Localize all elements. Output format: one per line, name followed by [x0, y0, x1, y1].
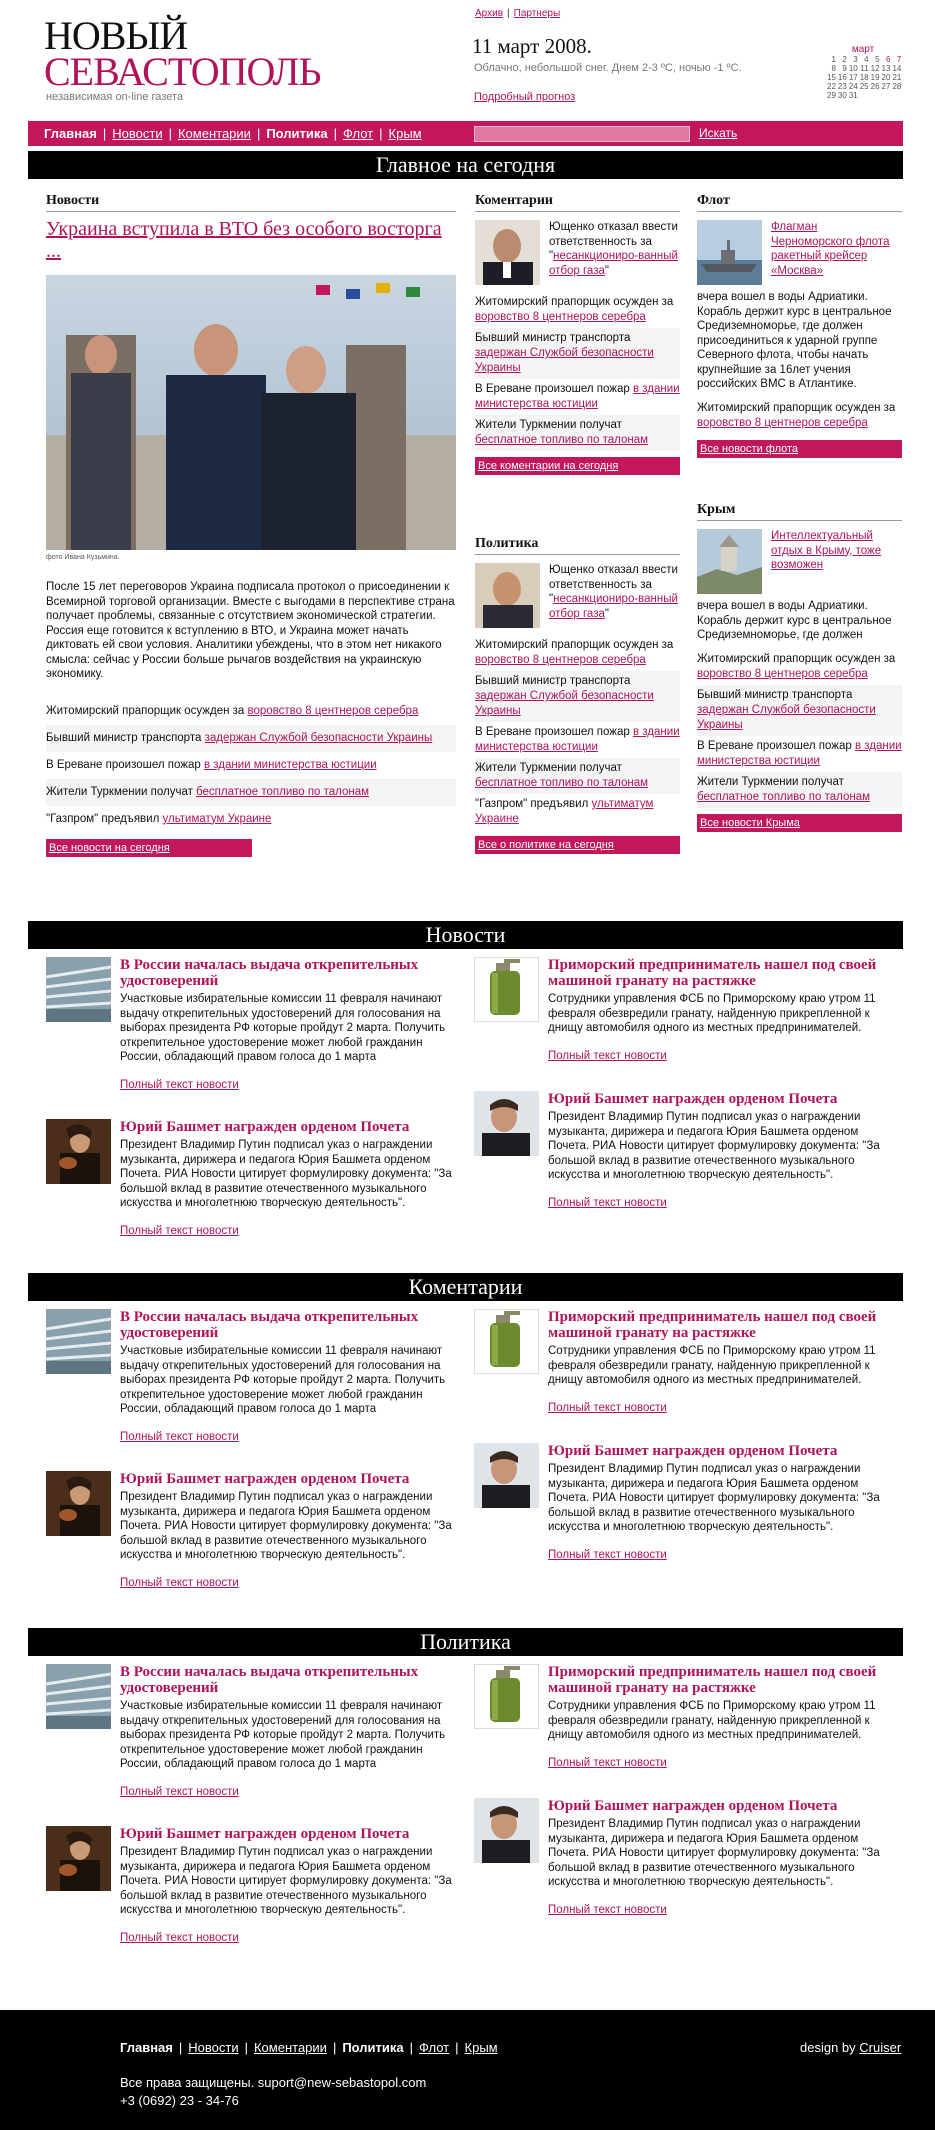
- violinist-thumbnail[interactable]: [46, 1119, 111, 1184]
- castle-photo[interactable]: [697, 529, 762, 594]
- footer-nav-separator: |: [178, 2040, 183, 2055]
- partners-link[interactable]: Партнеры: [513, 8, 561, 19]
- man-thumbnail[interactable]: [474, 1091, 539, 1156]
- calendar-row: [826, 55, 902, 64]
- copyright: [120, 2074, 426, 2110]
- full-text-link[interactable]: Полный текст новости: [120, 1430, 239, 1443]
- full-text-link[interactable]: Полный текст новости: [120, 1785, 239, 1798]
- search-button[interactable]: Искать: [699, 126, 738, 140]
- politics-line-text: "Газпром" предъявил: [475, 798, 592, 810]
- news-line-text: Житомирский прапорщик осужден за: [46, 704, 248, 717]
- man-thumbnail[interactable]: [474, 1798, 539, 1863]
- full-text-link[interactable]: Полный текст новости: [120, 1931, 239, 1944]
- nav-item-1[interactable]: Новости: [112, 126, 163, 141]
- rights-text: Все права защищены. suport@new-sebastopol.com: [120, 2075, 427, 2090]
- news-line-text: Жители Туркмении получат: [46, 785, 197, 798]
- calendar-row: [826, 73, 902, 82]
- news-line: [46, 779, 456, 806]
- comments-feature-text: [549, 220, 679, 278]
- news-item-body: Сотрудники управления ФСБ по Приморскому краю утром 11 февраля обезвредили гранату, найденную прикрепленной к днищу автомобиля одного из местных предпринимателей.: [548, 1345, 876, 1386]
- news-item-body: Президент Владимир Путин подписал указ о награждении музыканта, дирижера и педагога Юрия Башмета орденом Почета. РИА Новости цитирует формулировку документа: "За большой вклад в развитие отечественного музыкального искусства и многолетнюю творческую деятельность".: [120, 1139, 452, 1209]
- footer: [0, 2010, 935, 2130]
- politics-line-link[interactable]: задержан Службой безопасности Украины: [475, 690, 654, 717]
- all-politics[interactable]: [475, 836, 680, 854]
- news-item-title[interactable]: Юрий Башмет награжден орденом Почета: [120, 1826, 410, 1842]
- politics-feature-text: [549, 563, 679, 621]
- footer-nav-item-4[interactable]: Флот: [419, 2040, 450, 2055]
- news-item: [474, 1798, 894, 1948]
- comments-line-text: Бывший министр транспорта: [475, 332, 631, 344]
- news-item: [474, 1664, 894, 1814]
- weather-text: Облачно, небольшой снег. Днем 2-3 ºС, ночью -1 ºС.: [474, 62, 742, 74]
- calendar-month: март: [851, 44, 875, 55]
- crimea-block: [697, 502, 902, 832]
- lead-text: После 15 лет переговоров Украина подписала протокол о присоединении к Всемирной торговой организации. Вместе с выгодами в перспективе страна получает проблемы, связанные с отсутствием экономической стратегии. Россия еще готовится к вступлению в ВТО, и Украина может начать диктовать ей свои условия. Аналитики убеждены, что в этом нет никакого смысла: сейчас у России больше рычагов воздействия на украинскую экономику.: [46, 581, 455, 680]
- crimea-line-link[interactable]: в здании министерства юстиции: [697, 739, 902, 767]
- politics-line: [475, 635, 680, 671]
- ballots-thumbnail[interactable]: [46, 957, 111, 1022]
- comments-line-text: Житомирский прапорщик осужден за: [475, 296, 674, 308]
- calendar-day[interactable]: 7: [896, 55, 902, 64]
- full-text-link[interactable]: Полный текст новости: [548, 1049, 667, 1062]
- calendar-row: [826, 64, 902, 73]
- politics-heading: Политика: [475, 536, 680, 555]
- news-item-title[interactable]: Приморский предприниматель нашел под своей машиной гранату на растяжке: [548, 957, 877, 989]
- crimea-lines: [697, 649, 902, 808]
- politics-line-link[interactable]: бесплатное топливо по талонам: [475, 777, 648, 789]
- politics-line: [475, 671, 680, 722]
- ballots-thumbnail[interactable]: [46, 1664, 111, 1729]
- politics-feature-pre: Ющенко отказал ввести ответственность за ": [549, 564, 678, 605]
- news-item: [474, 1443, 894, 1593]
- calendar-day: [859, 91, 870, 100]
- politics-line-text: В Ереване произошел пожар: [475, 726, 633, 738]
- news-item-title[interactable]: Юрий Башмет награжден орденом Почета: [548, 1091, 838, 1107]
- news-item-content: [120, 957, 456, 1091]
- news-item-content: [120, 1119, 456, 1237]
- calendar-row: [826, 82, 902, 91]
- politics-lines: [475, 635, 680, 830]
- tagline: независимая on-line газета: [46, 91, 183, 103]
- calendar-day[interactable]: 30: [837, 91, 847, 100]
- nav-separator: |: [102, 126, 107, 141]
- calendar-day[interactable]: 16: [837, 73, 847, 82]
- news-item-title[interactable]: В России началась выдача открепительных удостоверений: [120, 1309, 419, 1341]
- calendar-day[interactable]: 15: [827, 73, 836, 82]
- full-text-link[interactable]: Полный текст новости: [548, 1196, 667, 1209]
- calendar-day[interactable]: 10: [848, 64, 858, 73]
- crimea-line: [697, 772, 902, 808]
- grenade-thumbnail[interactable]: [474, 957, 539, 1022]
- news-item: [46, 1471, 456, 1621]
- all-crimea-link[interactable]: Все новости Крыма: [700, 816, 800, 829]
- calendar-day[interactable]: 6: [885, 55, 891, 64]
- news-item-body: Участковые избирательные комиссии 11 февраля начинают выдачу открепительных удостоверений для голосования на выборах президента РФ которые пройдут 2 марта. Получить открепительное удостоверение может любой гражданин России, обладающий правом голоса до 1 марта: [120, 1700, 446, 1770]
- nav-separator: |: [379, 126, 383, 141]
- fleet-heading: Флот: [697, 193, 902, 212]
- calendar-day[interactable]: 13: [881, 64, 891, 73]
- calendar-day[interactable]: 27: [881, 82, 891, 91]
- full-text-link[interactable]: Полный текст новости: [548, 1548, 667, 1561]
- lead-photo[interactable]: [46, 275, 456, 550]
- nav-items: [44, 126, 422, 141]
- news-block: [46, 193, 456, 857]
- design-prefix: design by: [800, 2040, 860, 2055]
- news-item: [46, 1309, 456, 1459]
- footer-nav: [120, 2040, 498, 2055]
- section-banner: Политика: [28, 1628, 903, 1656]
- news-item-content: [548, 1443, 894, 1561]
- calendar-day[interactable]: 1: [831, 55, 836, 64]
- news-item-content: [120, 1664, 456, 1798]
- logo-line2[interactable]: СЕВАСТОПОЛЬ: [44, 49, 321, 94]
- news-heading: Новости: [46, 193, 456, 212]
- calendar-day[interactable]: 22: [827, 82, 836, 91]
- calendar-day[interactable]: 5: [875, 55, 880, 64]
- calendar-day[interactable]: 18: [859, 73, 869, 82]
- news-item-title[interactable]: Юрий Башмет награжден орденом Почета: [548, 1443, 838, 1459]
- nav-item-3[interactable]: Политика: [266, 126, 328, 141]
- photo-caption: фото Ивана Кузьмина.: [46, 554, 120, 561]
- comments-feature: [475, 220, 680, 290]
- crimea-feature-text: вчера вошел в воды Адриатики. Корабль держит курс в центральное Средиземноморье, где должен: [697, 600, 892, 641]
- calendar-day[interactable]: 26: [870, 82, 880, 91]
- news-item-content: [548, 1664, 894, 1769]
- calendar-day: [891, 91, 902, 100]
- calendar-row: [826, 91, 902, 100]
- violinist-thumbnail[interactable]: [46, 1826, 111, 1891]
- crimea-line-text: Жители Туркмении получат: [697, 775, 844, 788]
- calendar-day[interactable]: 8: [831, 64, 836, 73]
- calendar-day[interactable]: 17: [848, 73, 858, 82]
- news-item-title[interactable]: Приморский предприниматель нашел под своей машиной гранату на растяжке: [548, 1664, 877, 1696]
- grenade-thumbnail[interactable]: [474, 1309, 539, 1374]
- current-date: 11 март 2008.: [472, 34, 592, 58]
- crimea-heading: Крым: [697, 502, 902, 521]
- all-crimea[interactable]: [697, 814, 902, 832]
- news-item-title[interactable]: В России началась выдача открепительных удостоверений: [120, 1664, 419, 1696]
- ballots-thumbnail[interactable]: [46, 1309, 111, 1374]
- all-comments-link[interactable]: Все коментарии на сегодня: [478, 460, 619, 472]
- news-item: [46, 1119, 456, 1269]
- news-lines: [46, 698, 456, 833]
- designer-link[interactable]: Cruiser: [859, 2040, 902, 2055]
- calendar-day[interactable]: 28: [892, 82, 902, 91]
- news-line-text: Бывший министр транспорта: [46, 731, 205, 744]
- news-item-content: [548, 1091, 894, 1209]
- calendar-day: [881, 91, 892, 100]
- calendar-day[interactable]: 9: [842, 64, 847, 73]
- politics-line-link[interactable]: в здании министерства юстиции: [475, 726, 680, 753]
- comments-feature-pre: Ющенко отказал ввести ответственность за ": [549, 221, 678, 262]
- news-item: [474, 1091, 894, 1241]
- news-item-body: Президент Владимир Путин подписал указ о награждении музыканта, дирижера и педагога Юрия Башмета орденом Почета. РИА Новости цитирует формулировку документа: "За большой вклад в развитие отечественного музыкального искусства и многолетнюю творческую деятельность".: [548, 1818, 880, 1888]
- news-line-link[interactable]: бесплатное топливо по талонам: [196, 785, 370, 798]
- news-item-body: Президент Владимир Путин подписал указ о награждении музыканта, дирижера и педагога Юрия Башмета орденом Почета. РИА Новости цитирует формулировку документа: "За большой вклад в развитие отечественного музыкального искусства и многолетнюю творческую деятельность".: [120, 1846, 452, 1916]
- news-line-text: В Ереване произошел пожар: [46, 758, 204, 771]
- news-item-body: Президент Владимир Путин подписал указ о награждении музыканта, дирижера и педагога Юрия Башмета орденом Почета. РИА Новости цитирует формулировку документа: "За большой вклад в развитие отечественного музыкального искусства и многолетнюю творческую деятельность".: [548, 1463, 880, 1533]
- full-text-link[interactable]: Полный текст новости: [120, 1576, 239, 1589]
- comments-line-link[interactable]: воровство 8 центнеров серебра: [475, 311, 646, 323]
- news-item-body: Сотрудники управления ФСБ по Приморскому краю утром 11 февраля обезвредили гранату, найденную прикрепленной к днищу автомобиля одного из местных предпринимателей.: [548, 993, 876, 1034]
- calendar-day[interactable]: 23: [837, 82, 847, 91]
- calendar-day[interactable]: 21: [892, 73, 902, 82]
- news-item: [474, 1309, 894, 1459]
- crimea-line-link[interactable]: бесплатное топливо по талонам: [697, 790, 870, 803]
- calendar-day[interactable]: 3: [853, 55, 858, 64]
- all-politics-link[interactable]: Все о политике на сегодня: [478, 839, 614, 851]
- footer-nav-item-5[interactable]: Крым: [464, 2040, 498, 2055]
- calendar-day[interactable]: 2: [842, 55, 847, 64]
- news-line: [46, 806, 456, 833]
- comments-block: [475, 193, 680, 475]
- comments-line-link[interactable]: бесплатное топливо по талонам: [475, 434, 648, 446]
- nav-item-2[interactable]: Коментарии: [177, 126, 251, 141]
- calendar-day[interactable]: 11: [860, 64, 869, 73]
- news-item: [46, 957, 456, 1107]
- crimea-line-text: В Ереване произошел пожар: [697, 739, 855, 752]
- comments-line-text: В Ереване произошел пожар: [475, 383, 633, 395]
- full-text-link[interactable]: Полный текст новости: [120, 1078, 239, 1091]
- forecast-link[interactable]: Подробный прогноз: [474, 91, 576, 103]
- full-text-link[interactable]: Полный текст новости: [548, 1903, 667, 1916]
- full-text-link[interactable]: Полный текст новости: [120, 1224, 239, 1237]
- news-item-body: Сотрудники управления ФСБ по Приморскому краю утром 11 февраля обезвредили гранату, найденную прикрепленной к днищу автомобиля одного из местных предпринимателей.: [548, 1700, 876, 1741]
- news-item-body: Президент Владимир Путин подписал указ о награждении музыканта, дирижера и педагога Юрия Башмета орденом Почета. РИА Новости цитирует формулировку документа: "За большой вклад в развитие отечественного музыкального искусства и многолетнюю творческую деятельность".: [120, 1491, 452, 1561]
- politics-line: [475, 758, 680, 794]
- fleet-line-link[interactable]: воровство 8 центнеров серебра: [697, 416, 868, 429]
- calendar-day[interactable]: 24: [848, 82, 858, 91]
- comments-line-link[interactable]: задержан Службой безопасности Украины: [475, 347, 654, 374]
- news-item: [46, 1664, 456, 1814]
- news-item-title[interactable]: Юрий Башмет награжден орденом Почета: [120, 1471, 410, 1487]
- comments-line: [475, 292, 680, 328]
- crimea-line-text: Житомирский прапорщик осужден за: [697, 652, 896, 665]
- all-news-today-link[interactable]: Все новости на сегодня: [49, 841, 170, 854]
- news-item-body: Участковые избирательные комиссии 11 февраля начинают выдачу открепительных удостоверений для голосования на выборах президента РФ которые пройдут 2 марта. Получить открепительное удостоверение может любой гражданин России, обладающий правом голоса до 1 марта: [120, 1345, 446, 1415]
- nav-item-5[interactable]: Крым: [388, 126, 422, 141]
- footer-nav-item-2[interactable]: Коментарии: [253, 2040, 327, 2055]
- news-item: [46, 1826, 456, 1976]
- footer-nav-item-0[interactable]: Главная: [120, 2040, 173, 2055]
- news-line-link[interactable]: ультиматум Украине: [162, 812, 272, 825]
- crimea-line-link[interactable]: задержан Службой безопасности Украины: [697, 703, 876, 731]
- politics-line-link[interactable]: ультиматум Украине: [475, 798, 654, 825]
- news-line-link[interactable]: в здании министерства юстиции: [203, 758, 377, 771]
- news-line-text: "Газпром" предъявил: [46, 812, 163, 825]
- politics-feature-link[interactable]: несанкциониро-ванный отбор газа: [549, 593, 678, 620]
- news-line-link[interactable]: воровство 8 центнеров серебра: [247, 704, 419, 717]
- archive-link[interactable]: Архив: [475, 8, 504, 19]
- calendar-day[interactable]: 31: [848, 91, 858, 100]
- grenade-thumbnail[interactable]: [474, 1664, 539, 1729]
- crimea-line: [697, 685, 902, 736]
- calendar-day[interactable]: 25: [859, 82, 869, 91]
- news-item-content: [120, 1309, 456, 1443]
- news-item-title[interactable]: Юрий Башмет награжден орденом Почета: [548, 1798, 838, 1814]
- comments-lines: [475, 292, 680, 451]
- footer-nav-separator: |: [455, 2040, 459, 2055]
- lead-photo-image: [46, 275, 456, 550]
- calendar-day: [870, 91, 881, 100]
- fleet-lines: [697, 398, 902, 434]
- news-item: [474, 957, 894, 1107]
- footer-nav-item-1[interactable]: Новости: [188, 2040, 239, 2055]
- calendar-grid: [826, 55, 902, 100]
- politics-line-link[interactable]: воровство 8 центнеров серебра: [475, 654, 646, 666]
- nav-item-4[interactable]: Флот: [343, 126, 374, 141]
- all-fleet[interactable]: [697, 440, 902, 458]
- all-comments[interactable]: [475, 457, 680, 475]
- nav-separator: |: [168, 126, 172, 141]
- section-banner: Коментарии: [28, 1273, 903, 1301]
- politics-feature-post: ": [604, 607, 609, 620]
- calendar-day[interactable]: 29: [827, 91, 836, 100]
- calendar-day[interactable]: 12: [870, 64, 880, 73]
- nav-separator: |: [256, 126, 261, 141]
- nav-item-0[interactable]: Главная: [44, 126, 97, 141]
- politics-line: [475, 794, 680, 830]
- comments-feature-link[interactable]: несанкциониро-ванный отбор газа: [549, 250, 678, 277]
- crimea-line: [697, 649, 902, 685]
- crimea-line: [697, 736, 902, 772]
- cruiser-photo[interactable]: [697, 220, 762, 285]
- news-line-link[interactable]: задержан Службой безопасности Украины: [204, 731, 433, 744]
- violinist-thumbnail[interactable]: [46, 1471, 111, 1536]
- news-line: [46, 698, 456, 725]
- banner-main: Главное на сегодня: [28, 151, 903, 179]
- section-banner: Новости: [28, 921, 903, 949]
- news-line: [46, 725, 456, 752]
- footer-nav-item-3[interactable]: Политика: [342, 2040, 404, 2055]
- calendar-day[interactable]: 19: [870, 73, 880, 82]
- main-nav: [28, 121, 903, 146]
- crimea-line-text: Бывший министр транспорта: [697, 688, 853, 701]
- calendar: [826, 44, 906, 100]
- news-item-content: [548, 957, 894, 1062]
- footer-nav-separator: |: [409, 2040, 414, 2055]
- crimea-feature: [697, 529, 902, 599]
- calendar-day[interactable]: 14: [892, 64, 902, 73]
- comments-feature-post: ": [604, 264, 609, 277]
- politics-block: [475, 536, 680, 854]
- logo-line1[interactable]: НОВЫЙ: [44, 13, 188, 58]
- yushchenko-photo[interactable]: [475, 220, 540, 285]
- comments-line: [475, 415, 680, 451]
- politics-line-text: Житомирский прапорщик осужден за: [475, 639, 674, 651]
- news-item-content: [548, 1798, 894, 1916]
- search-input[interactable]: [474, 126, 690, 142]
- politics-line: [475, 722, 680, 758]
- calendar-day[interactable]: 4: [864, 55, 869, 64]
- top-links: Архив | Партнеры: [475, 8, 561, 19]
- news-item-content: [120, 1826, 456, 1944]
- fleet-feature-text: вчера вошел в воды Адриатики. Корабль держит курс в центральное Средиземноморье, где должен присоединиться к ударной группе Северного флота, чтобы начать крупнейшие за 16лет учения российских ВМС в Атлантике.: [697, 291, 892, 390]
- footer-nav-separator: |: [332, 2040, 337, 2055]
- crimea-line-link[interactable]: воровство 8 центнеров серебра: [697, 667, 868, 680]
- comments-line-text: Жители Туркмении получат: [475, 419, 622, 431]
- all-news-today[interactable]: [46, 839, 252, 857]
- crimea-feature-link[interactable]: Интеллектуальный отдых в Крыму, тоже возможен: [771, 530, 882, 571]
- news-item-content: [120, 1471, 456, 1589]
- news-item-title[interactable]: Юрий Башмет награжден орденом Почета: [120, 1119, 410, 1135]
- footer-nav-separator: |: [244, 2040, 248, 2055]
- nav-separator: |: [333, 126, 338, 141]
- news-item-content: [548, 1309, 894, 1414]
- lead-title[interactable]: Украина вступила в ВТО без особого восторга ...: [46, 218, 442, 262]
- man-thumbnail[interactable]: [474, 1443, 539, 1508]
- calendar-day[interactable]: 20: [881, 73, 891, 82]
- fleet-feature: [697, 220, 902, 290]
- fleet-line: [697, 398, 902, 434]
- news-item-body: Президент Владимир Путин подписал указ о награждении музыканта, дирижера и педагога Юрия Башмета орденом Почета. РИА Новости цитирует формулировку документа: "За большой вклад в развитие отечественного музыкального искусства и многолетнюю творческую деятельность".: [548, 1111, 880, 1181]
- all-fleet-link[interactable]: Все новости флота: [700, 442, 799, 455]
- design-credit: [800, 2040, 901, 2055]
- politician-photo[interactable]: [475, 563, 540, 628]
- news-item-title[interactable]: Приморский предприниматель нашел под своей машиной гранату на растяжке: [548, 1309, 877, 1341]
- news-item-body: Участковые избирательные комиссии 11 февраля начинают выдачу открепительных удостоверений для голосования на выборах президента РФ которые пройдут 2 марта. Получить открепительное удостоверение может любой гражданин России, обладающий правом голоса до 1 марта: [120, 993, 446, 1063]
- comments-line: [475, 328, 680, 379]
- politics-feature: [475, 563, 680, 633]
- politics-line-text: Жители Туркмении получат: [475, 762, 622, 774]
- fleet-feature-link[interactable]: Флагман Черноморского флота ракетный крейсер «Москва»: [771, 221, 890, 277]
- full-text-link[interactable]: Полный текст новости: [548, 1756, 667, 1769]
- comments-line-link[interactable]: в здании министерства юстиции: [475, 383, 680, 410]
- politics-line-text: Бывший министр транспорта: [475, 675, 631, 687]
- full-text-link[interactable]: Полный текст новости: [548, 1401, 667, 1414]
- fleet-block: [697, 193, 902, 458]
- news-item-title[interactable]: В России началась выдача открепительных удостоверений: [120, 957, 419, 989]
- fleet-line-text: Житомирский прапорщик осужден за: [697, 401, 896, 414]
- phone-text: +3 (0692) 23 - 34-76: [120, 2093, 239, 2108]
- comments-line: [475, 379, 680, 415]
- comments-heading: Коментарии: [475, 193, 680, 212]
- news-line: [46, 752, 456, 779]
